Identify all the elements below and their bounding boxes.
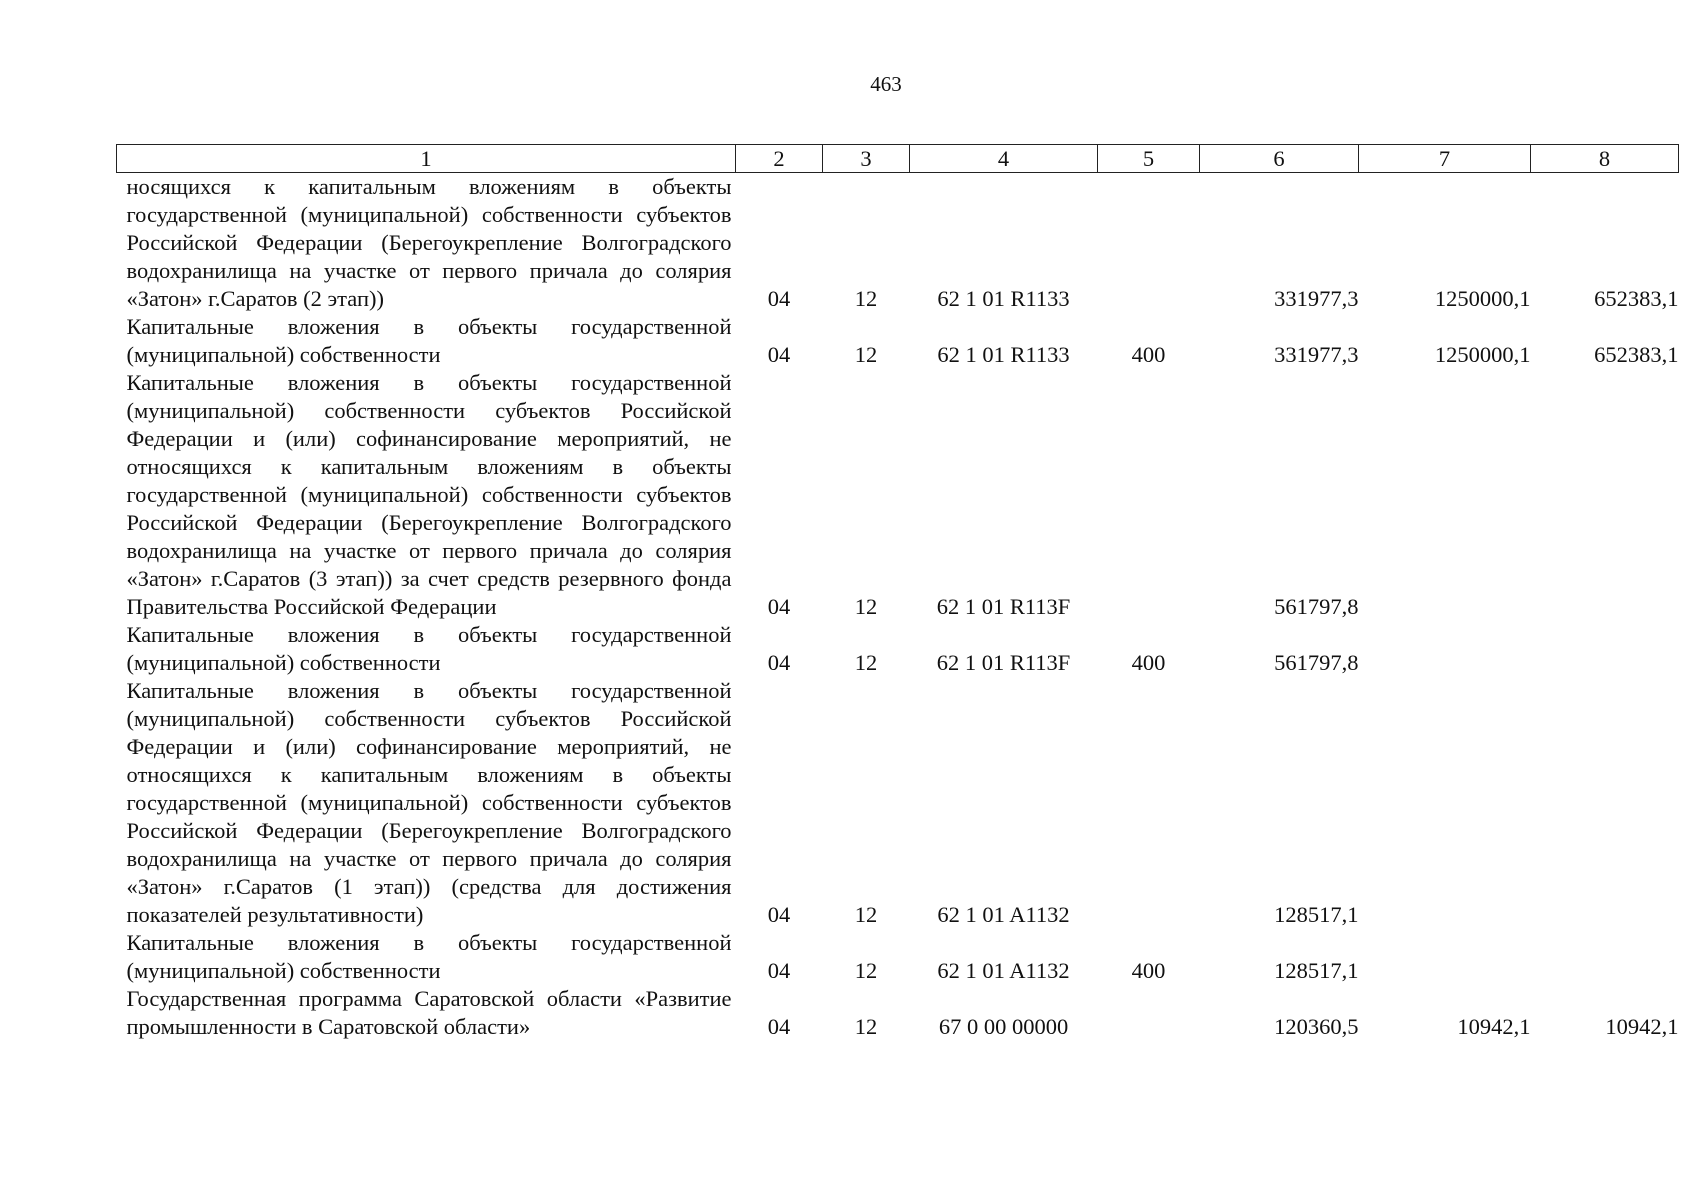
row-expense-type: 400 <box>1131 958 1166 983</box>
row-amount-col7 <box>1359 621 1531 677</box>
header-col-1: 1 <box>117 145 736 173</box>
row-section: 04 <box>767 1014 791 1039</box>
row-subsection: 12 <box>854 286 878 311</box>
row-expense-type: 400 <box>1131 650 1166 675</box>
row-expense-type <box>1098 173 1200 314</box>
row-subsection: 12 <box>854 650 878 675</box>
row-name: Капитальные вложения в объекты государственной (муниципальной) собственности <box>126 314 732 367</box>
row-target-code: 62 1 01 A1132 <box>937 958 1070 983</box>
row-amount-col6: 128517,1 <box>1274 902 1359 927</box>
header-col-4: 4 <box>910 145 1098 173</box>
header-col-8: 8 <box>1531 145 1679 173</box>
row-subsection: 12 <box>854 902 878 927</box>
header-col-2: 2 <box>736 145 823 173</box>
row-expense-type <box>1098 369 1200 621</box>
row-amount-col7: 1250000,1 <box>1434 342 1531 367</box>
budget-table <box>116 144 1679 1041</box>
header-col-7: 7 <box>1359 145 1531 173</box>
row-section: 04 <box>767 286 791 311</box>
row-amount-col8 <box>1531 677 1679 929</box>
row-amount-col8 <box>1531 621 1679 677</box>
row-expense-type <box>1098 985 1200 1041</box>
row-amount-col8 <box>1531 369 1679 621</box>
row-expense-type: 400 <box>1131 342 1166 367</box>
row-amount-col6: 561797,8 <box>1274 594 1359 619</box>
row-section: 04 <box>767 342 791 367</box>
row-name: носящихся к капитальным вложениям в объекты государственной (муниципальной) собственности субъектов Российской Федерации (Берегоукрепление Волгоградского водохранилища на участке от первого причала до солярия «Затон» г.Саратов (2 этап)) <box>126 174 732 311</box>
row-amount-col8: 10942,1 <box>1605 1014 1679 1039</box>
row-amount-col7: 10942,1 <box>1457 1014 1531 1039</box>
row-name: Капитальные вложения в объекты государственной (муниципальной) собственности субъектов Российской Федерации и (или) софинансирование мероприятий, не относящихся к капитальным вложениям в объекты государственной (муниципальной) собственности субъектов Российской Федерации (Берегоукрепление Волгоградского водохранилища на участке от первого причала до солярия «Затон» г.Саратов (3 этап)) за счет средств резервного фонда Правительства Российской Федерации <box>126 370 732 619</box>
row-name: Государственная программа Саратовской области «Развитие промышленности в Саратовской области» <box>126 986 732 1039</box>
row-subsection: 12 <box>854 342 878 367</box>
row-section: 04 <box>767 958 791 983</box>
table-row <box>117 313 1679 369</box>
header-col-5: 5 <box>1098 145 1200 173</box>
table-header <box>117 145 1679 173</box>
row-target-code: 62 1 01 R113F <box>936 594 1071 619</box>
row-amount-col8: 652383,1 <box>1594 286 1679 311</box>
row-amount-col7: 1250000,1 <box>1434 286 1531 311</box>
row-amount-col7 <box>1359 677 1531 929</box>
page-number: 463 <box>870 72 902 96</box>
row-section: 04 <box>767 594 791 619</box>
row-target-code: 62 1 01 R113F <box>936 650 1071 675</box>
header-row <box>117 145 1679 173</box>
row-expense-type <box>1098 677 1200 929</box>
row-amount-col6: 331977,3 <box>1274 342 1359 367</box>
row-name: Капитальные вложения в объекты государственной (муниципальной) собственности <box>126 622 732 675</box>
row-amount-col8 <box>1531 929 1679 985</box>
row-subsection: 12 <box>854 958 878 983</box>
row-target-code: 62 1 01 R1133 <box>937 342 1070 367</box>
row-target-code: 67 0 00 00000 <box>938 1014 1069 1039</box>
row-target-code: 62 1 01 R1133 <box>937 286 1070 311</box>
table-row <box>117 677 1679 929</box>
row-amount-col6: 331977,3 <box>1274 286 1359 311</box>
row-subsection: 12 <box>854 1014 878 1039</box>
row-amount-col8: 652383,1 <box>1594 342 1679 367</box>
table-row <box>117 985 1679 1041</box>
row-subsection: 12 <box>854 594 878 619</box>
table-row <box>117 369 1679 621</box>
row-target-code: 62 1 01 A1132 <box>937 902 1070 927</box>
header-col-6: 6 <box>1200 145 1359 173</box>
row-section: 04 <box>767 902 791 927</box>
table-row <box>117 173 1679 314</box>
row-section: 04 <box>767 650 791 675</box>
table-row <box>117 621 1679 677</box>
header-col-3: 3 <box>823 145 910 173</box>
row-name: Капитальные вложения в объекты государственной (муниципальной) собственности <box>126 930 732 983</box>
row-amount-col7 <box>1359 929 1531 985</box>
row-amount-col6: 128517,1 <box>1274 958 1359 983</box>
row-amount-col7 <box>1359 369 1531 621</box>
table-row <box>117 929 1679 985</box>
table-body <box>117 173 1679 1042</box>
row-amount-col6: 561797,8 <box>1274 650 1359 675</box>
row-name: Капитальные вложения в объекты государственной (муниципальной) собственности субъектов Российской Федерации и (или) софинансирование мероприятий, не относящихся к капитальным вложениям в объекты государственной (муниципальной) собственности субъектов Российской Федерации (Берегоукрепление Волгоградского водохранилища на участке от первого причала до солярия «Затон» г.Саратов (1 этап)) (средства для достижения показателей результативности) <box>126 678 732 927</box>
row-amount-col6: 120360,5 <box>1274 1014 1359 1039</box>
